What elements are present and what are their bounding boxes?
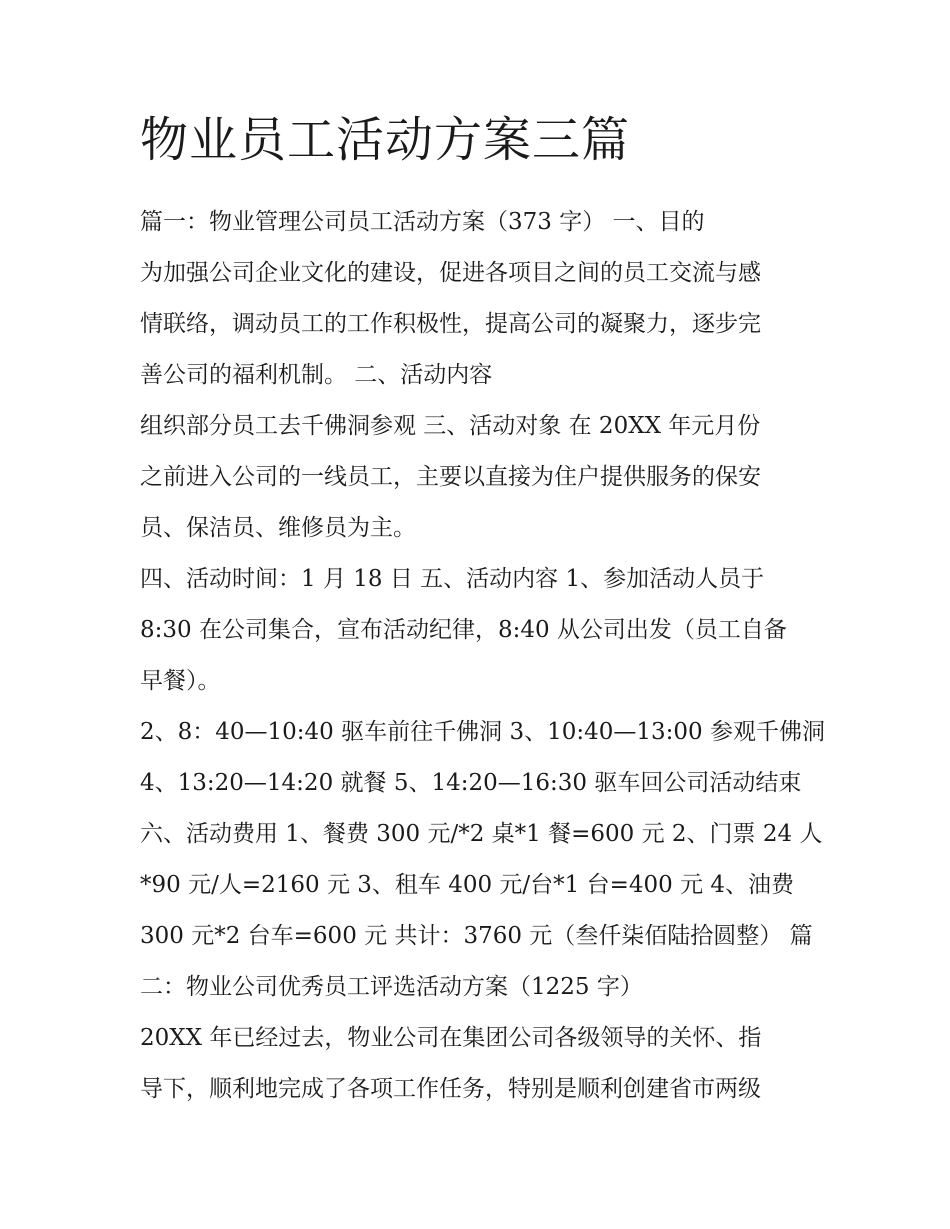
body-line-17: 20XX 年已经过去，物业公司在集团公司各级领导的关怀、指	[140, 1025, 762, 1051]
body-line-11: 2、8：40—10:40 驱车前往千佛洞 3、10:40—13:00 参观千佛洞	[140, 719, 825, 745]
body-line-16: 二：物业公司优秀员工评选活动方案（1225 字）	[140, 974, 643, 1000]
body-line-14: *90 元/人=2160 元 3、租车 400 元/台*1 台=400 元 4、油费	[140, 872, 795, 898]
body-line-10: 早餐）。	[140, 668, 221, 694]
body-line-13: 六、活动费用 1、餐费 300 元/*2 桌*1 餐=600 元 2、门票 24 人	[140, 821, 823, 847]
body-line-12: 4、13:20—14:20 就餐 5、14:20—16:30 驱车回公司活动结束	[140, 770, 802, 796]
body-line-8: 四、活动时间：1 月 18 日 五、活动内容 1、参加活动人员于	[140, 566, 765, 592]
document-title: 物业员工活动方案三篇	[140, 112, 631, 168]
body-line-1: 篇一：物业管理公司员工活动方案（373 字） 一、目的	[140, 209, 705, 235]
body-line-9: 8:30 在公司集合，宣布活动纪律，8:40 从公司出发（员工自备	[140, 617, 787, 643]
body-line-4: 善公司的福利机制。 二、活动内容	[140, 362, 493, 388]
body-line-6: 之前进入公司的一线员工，主要以直接为住户提供服务的保安	[140, 464, 761, 490]
body-line-5: 组织部分员工去千佛洞参观 三、活动对象 在 20XX 年元月份	[140, 413, 761, 439]
body-line-2: 为加强公司企业文化的建设，促进各项目之间的员工交流与感	[140, 260, 761, 286]
body-line-18: 导下，顺利地完成了各项工作任务，特别是顺利创建省市两级	[140, 1076, 761, 1102]
body-line-7: 员、保洁员、维修员为主。	[140, 515, 416, 541]
body-line-15: 300 元*2 台车=600 元 共计：3760 元（叁仟柒佰陆拾圆整） 篇	[140, 923, 813, 949]
body-line-3: 情联络，调动员工的工作积极性，提高公司的凝聚力，逐步完	[140, 311, 761, 337]
document-body	[140, 197, 840, 1115]
